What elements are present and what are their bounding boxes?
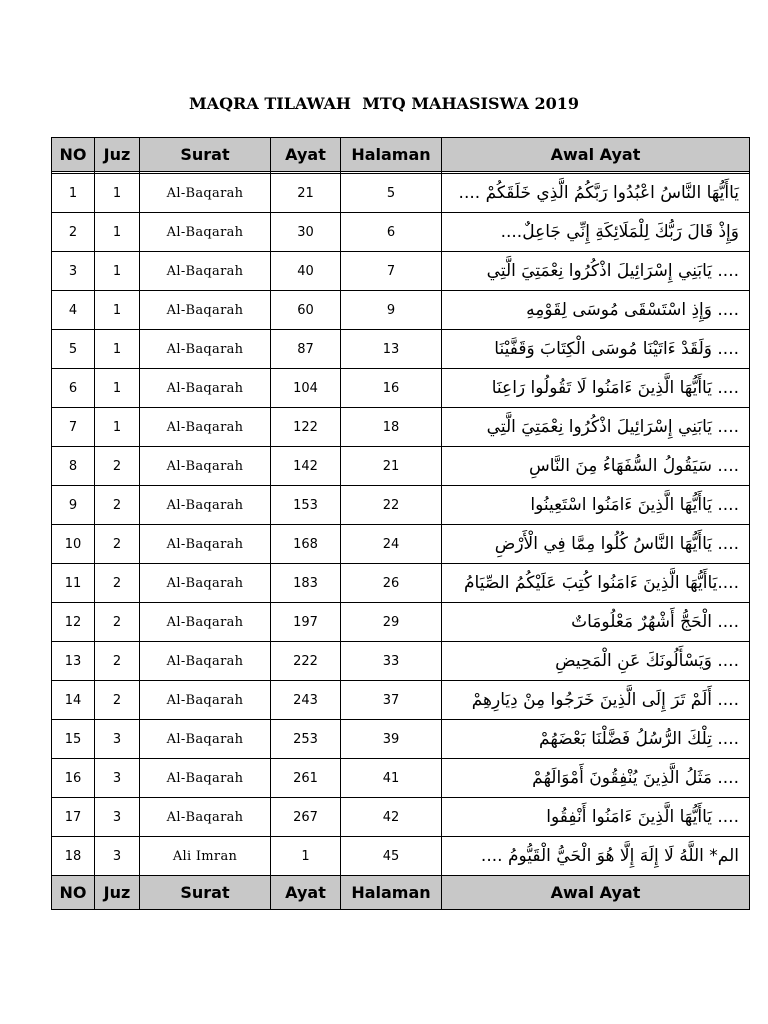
cell-no: 10 (52, 525, 95, 564)
cell-ayat: 87 (271, 330, 341, 369)
cell-halaman: 21 (341, 447, 442, 486)
cell-halaman: 18 (341, 408, 442, 447)
cell-ayat: 243 (271, 681, 341, 720)
cell-surat: Al-Baqarah (140, 213, 271, 252)
cell-juz: 3 (95, 837, 140, 876)
table-header (52, 138, 750, 172)
cell-halaman: 29 (341, 603, 442, 642)
cell-awal-ayat: .... تِلْكَ الرُّسُلُ فَضَّلْنَا بَعْضَهُمْ (442, 720, 750, 759)
table-body (52, 172, 750, 876)
cell-awal-ayat: .... يَاأَيُّهَا الَّذِينَ ءَامَنُوا اسْتَعِينُوا (442, 486, 750, 525)
cell-juz: 1 (95, 174, 140, 213)
footer-awal-ayat: Awal Ayat (442, 876, 750, 910)
cell-awal-ayat: .... أَلَمْ تَرَ إِلَى الَّذِينَ خَرَجُوا مِنْ دِيَارِهِمْ (442, 681, 750, 720)
table-row (52, 564, 750, 603)
cell-no: 12 (52, 603, 95, 642)
cell-no: 16 (52, 759, 95, 798)
footer-halaman: Halaman (341, 876, 442, 910)
cell-halaman: 39 (341, 720, 442, 759)
cell-awal-ayat: .... الْحَجُّ أَشْهُرٌ مَعْلُومَاتٌ (442, 603, 750, 642)
cell-awal-ayat: .... يَابَنِي إِسْرَائِيلَ اذْكُرُوا نِعْمَتِيَ الَّتِي (442, 252, 750, 291)
cell-no: 9 (52, 486, 95, 525)
cell-halaman: 22 (341, 486, 442, 525)
cell-awal-ayat: .... يَابَنِي إِسْرَائِيلَ اذْكُرُوا نِعْمَتِيَ الَّتِي (442, 408, 750, 447)
cell-no: 6 (52, 369, 95, 408)
cell-no: 5 (52, 330, 95, 369)
cell-awal-ayat: .... سَيَقُولُ السُّفَهَاءُ مِنَ النَّاسِ (442, 447, 750, 486)
cell-surat: Al-Baqarah (140, 720, 271, 759)
table-row (52, 681, 750, 720)
table-row (52, 603, 750, 642)
table-row (52, 642, 750, 681)
cell-juz: 3 (95, 798, 140, 837)
footer-no: NO (52, 876, 95, 910)
table-row (52, 447, 750, 486)
cell-awal-ayat: .... وَإِذِ اسْتَسْقَى مُوسَى لِقَوْمِهِ (442, 291, 750, 330)
header-surat: Surat (140, 138, 271, 172)
cell-juz: 2 (95, 642, 140, 681)
footer-ayat: Ayat (271, 876, 341, 910)
table-row (52, 252, 750, 291)
cell-no: 17 (52, 798, 95, 837)
table-row (52, 720, 750, 759)
cell-no: 13 (52, 642, 95, 681)
cell-ayat: 197 (271, 603, 341, 642)
cell-surat: Al-Baqarah (140, 759, 271, 798)
cell-halaman: 37 (341, 681, 442, 720)
cell-ayat: 60 (271, 291, 341, 330)
cell-no: 2 (52, 213, 95, 252)
cell-surat: Al-Baqarah (140, 447, 271, 486)
cell-ayat: 104 (271, 369, 341, 408)
cell-ayat: 21 (271, 174, 341, 213)
cell-no: 3 (52, 252, 95, 291)
cell-no: 14 (52, 681, 95, 720)
cell-surat: Al-Baqarah (140, 642, 271, 681)
cell-awal-ayat: وَإِذْ قَالَ رَبُّكَ لِلْمَلَائِكَةِ إِنِّي جَاعِلٌ.... (442, 213, 750, 252)
table-row (52, 525, 750, 564)
cell-surat: Al-Baqarah (140, 174, 271, 213)
table-row (52, 759, 750, 798)
table-row (52, 798, 750, 837)
cell-ayat: 168 (271, 525, 341, 564)
cell-surat: Al-Baqarah (140, 564, 271, 603)
cell-surat: Ali Imran (140, 837, 271, 876)
cell-surat: Al-Baqarah (140, 252, 271, 291)
cell-ayat: 1 (271, 837, 341, 876)
cell-juz: 2 (95, 603, 140, 642)
footer-surat: Surat (140, 876, 271, 910)
header-no: NO (52, 138, 95, 172)
cell-awal-ayat: الم* اللَّهُ لَا إِلَهَ إِلَّا هُوَ الْحَيُّ الْقَيُّومُ .... (442, 837, 750, 876)
cell-awal-ayat: .... يَاأَيُّهَا النَّاسُ كُلُوا مِمَّا فِي الْأَرْضِ (442, 525, 750, 564)
cell-halaman: 24 (341, 525, 442, 564)
cell-halaman: 5 (341, 174, 442, 213)
cell-juz: 1 (95, 408, 140, 447)
table-row (52, 291, 750, 330)
footer-juz: Juz (95, 876, 140, 910)
table-row (52, 369, 750, 408)
table-footer-header (52, 876, 750, 910)
table-row (52, 213, 750, 252)
maqra-table (51, 137, 750, 910)
cell-juz: 1 (95, 369, 140, 408)
cell-ayat: 40 (271, 252, 341, 291)
cell-surat: Al-Baqarah (140, 798, 271, 837)
cell-surat: Al-Baqarah (140, 603, 271, 642)
cell-surat: Al-Baqarah (140, 408, 271, 447)
cell-halaman: 7 (341, 252, 442, 291)
cell-juz: 1 (95, 252, 140, 291)
cell-surat: Al-Baqarah (140, 525, 271, 564)
cell-halaman: 9 (341, 291, 442, 330)
cell-no: 8 (52, 447, 95, 486)
cell-ayat: 153 (271, 486, 341, 525)
cell-ayat: 122 (271, 408, 341, 447)
cell-surat: Al-Baqarah (140, 291, 271, 330)
cell-ayat: 183 (271, 564, 341, 603)
cell-awal-ayat: .... يَاأَيُّهَا الَّذِينَ ءَامَنُوا لَا تَقُولُوا رَاعِنَا (442, 369, 750, 408)
cell-no: 18 (52, 837, 95, 876)
cell-no: 11 (52, 564, 95, 603)
cell-halaman: 45 (341, 837, 442, 876)
cell-halaman: 6 (341, 213, 442, 252)
cell-surat: Al-Baqarah (140, 681, 271, 720)
cell-juz: 2 (95, 564, 140, 603)
cell-halaman: 16 (341, 369, 442, 408)
cell-juz: 1 (95, 213, 140, 252)
cell-halaman: 41 (341, 759, 442, 798)
cell-halaman: 42 (341, 798, 442, 837)
cell-ayat: 261 (271, 759, 341, 798)
cell-ayat: 30 (271, 213, 341, 252)
cell-halaman: 13 (341, 330, 442, 369)
cell-awal-ayat: .... يَاأَيُّهَا الَّذِينَ ءَامَنُوا أَنْفِقُوا (442, 798, 750, 837)
table-row (52, 408, 750, 447)
cell-no: 15 (52, 720, 95, 759)
cell-awal-ayat: .... مَثَلُ الَّذِينَ يُنْفِقُونَ أَمْوَالَهُمْ (442, 759, 750, 798)
cell-surat: Al-Baqarah (140, 330, 271, 369)
cell-juz: 3 (95, 720, 140, 759)
cell-no: 4 (52, 291, 95, 330)
header-ayat: Ayat (271, 138, 341, 172)
cell-awal-ayat: ....يَاأَيُّهَا الَّذِينَ ءَامَنُوا كُتِبَ عَلَيْكُمُ الصِّيَامُ (442, 564, 750, 603)
cell-juz: 2 (95, 447, 140, 486)
cell-juz: 2 (95, 525, 140, 564)
table-row (52, 837, 750, 876)
cell-juz: 2 (95, 486, 140, 525)
cell-halaman: 33 (341, 642, 442, 681)
header-halaman: Halaman (341, 138, 442, 172)
cell-no: 1 (52, 174, 95, 213)
cell-surat: Al-Baqarah (140, 369, 271, 408)
table-row (52, 330, 750, 369)
page-title: MAQRA TILAWAH MTQ MAHASISWA 2019 (188, 94, 580, 113)
table-row (52, 486, 750, 525)
cell-ayat: 267 (271, 798, 341, 837)
cell-surat: Al-Baqarah (140, 486, 271, 525)
table-row (52, 174, 750, 213)
cell-awal-ayat: .... وَيَسْأَلُونَكَ عَنِ الْمَحِيضِ (442, 642, 750, 681)
cell-no: 7 (52, 408, 95, 447)
header-awal-ayat: Awal Ayat (442, 138, 750, 172)
cell-juz: 3 (95, 759, 140, 798)
cell-halaman: 26 (341, 564, 442, 603)
cell-ayat: 142 (271, 447, 341, 486)
cell-juz: 1 (95, 330, 140, 369)
cell-juz: 1 (95, 291, 140, 330)
cell-ayat: 222 (271, 642, 341, 681)
cell-awal-ayat: .... وَلَقَدْ ءَاتَيْنَا مُوسَى الْكِتَابَ وَقَفَّيْنَا (442, 330, 750, 369)
cell-juz: 2 (95, 681, 140, 720)
cell-ayat: 253 (271, 720, 341, 759)
header-juz: Juz (95, 138, 140, 172)
cell-awal-ayat: يَاأَيُّهَا النَّاسُ اعْبُدُوا رَبَّكُمُ الَّذِي خَلَقَكُمْ .... (442, 174, 750, 213)
